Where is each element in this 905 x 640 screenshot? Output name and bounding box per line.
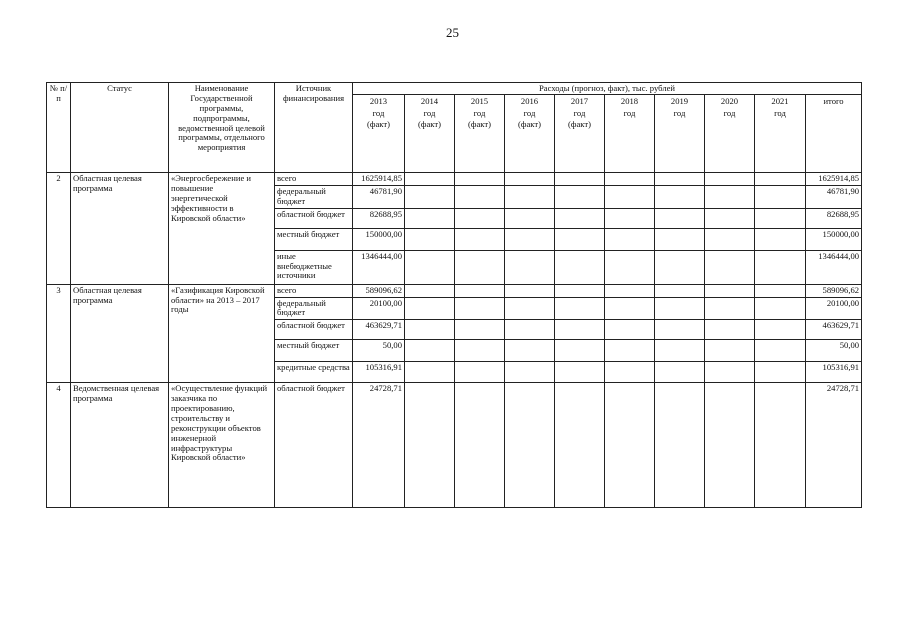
program-num: 4	[47, 383, 71, 508]
funding-source: местный бюджет	[275, 340, 353, 362]
value-total: 1625914,85	[806, 173, 862, 186]
header-year: 2017 год (факт)	[555, 95, 605, 173]
funding-source: областной бюджет	[275, 208, 353, 228]
header-year: 2019 год	[655, 95, 705, 173]
value-2013: 50,00	[353, 340, 405, 362]
value-total: 105316,91	[806, 362, 862, 383]
funding-source: областной бюджет	[275, 383, 353, 508]
funding-source: всего	[275, 284, 353, 297]
value-total: 82688,95	[806, 208, 862, 228]
value-2013: 82688,95	[353, 208, 405, 228]
value-total: 589096,62	[806, 284, 862, 297]
table-body	[47, 173, 862, 508]
value-2013: 20100,00	[353, 297, 405, 320]
value-2013: 46781,90	[353, 185, 405, 208]
header-year: 2013 год (факт)	[353, 95, 405, 173]
header-year: 2016 год (факт)	[505, 95, 555, 173]
value-2013: 150000,00	[353, 228, 405, 250]
funding-source: всего	[275, 173, 353, 186]
header-status: Статус	[71, 83, 169, 173]
value-total: 24728,71	[806, 383, 862, 508]
value-2013: 589096,62	[353, 284, 405, 297]
value-total: 463629,71	[806, 320, 862, 340]
funding-source: иные внебюджетные источники	[275, 250, 353, 284]
page-number: 25	[446, 25, 459, 40]
value-2013: 1625914,85	[353, 173, 405, 186]
program-num: 3	[47, 284, 71, 383]
funding-source: областной бюджет	[275, 320, 353, 340]
header-name: Наименование Государственной программы, подпрограммы, ведомственной целевой программы, отдельного мероприятия	[169, 83, 275, 173]
value-total: 150000,00	[806, 228, 862, 250]
header-num: № п/п	[47, 83, 71, 173]
header-year: 2014 год (факт)	[405, 95, 455, 173]
header-source: Источник финансирования	[275, 83, 353, 173]
funding-source: федеральный бюджет	[275, 297, 353, 320]
value-total: 46781,90	[806, 185, 862, 208]
program-status: Областная целевая программа	[71, 284, 169, 383]
header-year: 2021 год	[755, 95, 806, 173]
budget-table	[46, 82, 862, 508]
header-year: 2020 год	[705, 95, 755, 173]
program-name: «Газификация Кировской области» на 2013 – 2017 годы	[169, 284, 275, 383]
header-total: итого	[806, 95, 862, 173]
program-num: 2	[47, 173, 71, 285]
program-name: «Осуществление функций заказчика по проектированию, строительству и реконструкции объектов инженерной инфраструктуры Кировской области»	[169, 383, 275, 508]
header-year: 2018 год	[605, 95, 655, 173]
value-2013: 1346444,00	[353, 250, 405, 284]
value-total: 1346444,00	[806, 250, 862, 284]
funding-source: местный бюджет	[275, 228, 353, 250]
table-header	[47, 83, 862, 173]
value-total: 50,00	[806, 340, 862, 362]
value-2013: 105316,91	[353, 362, 405, 383]
header-year: 2015 год (факт)	[455, 95, 505, 173]
value-2013: 463629,71	[353, 320, 405, 340]
funding-source: кредитные средства	[275, 362, 353, 383]
header-expenses: Расходы (прогноз, факт), тыс. рублей	[353, 83, 862, 95]
value-total: 20100,00	[806, 297, 862, 320]
program-status: Ведомственная целевая программа	[71, 383, 169, 508]
value-2013: 24728,71	[353, 383, 405, 508]
program-name: «Энергосбережение и повышение энергетической эффективности в Кировской области»	[169, 173, 275, 285]
funding-source: федеральный бюджет	[275, 185, 353, 208]
program-status: Областная целевая программа	[71, 173, 169, 285]
